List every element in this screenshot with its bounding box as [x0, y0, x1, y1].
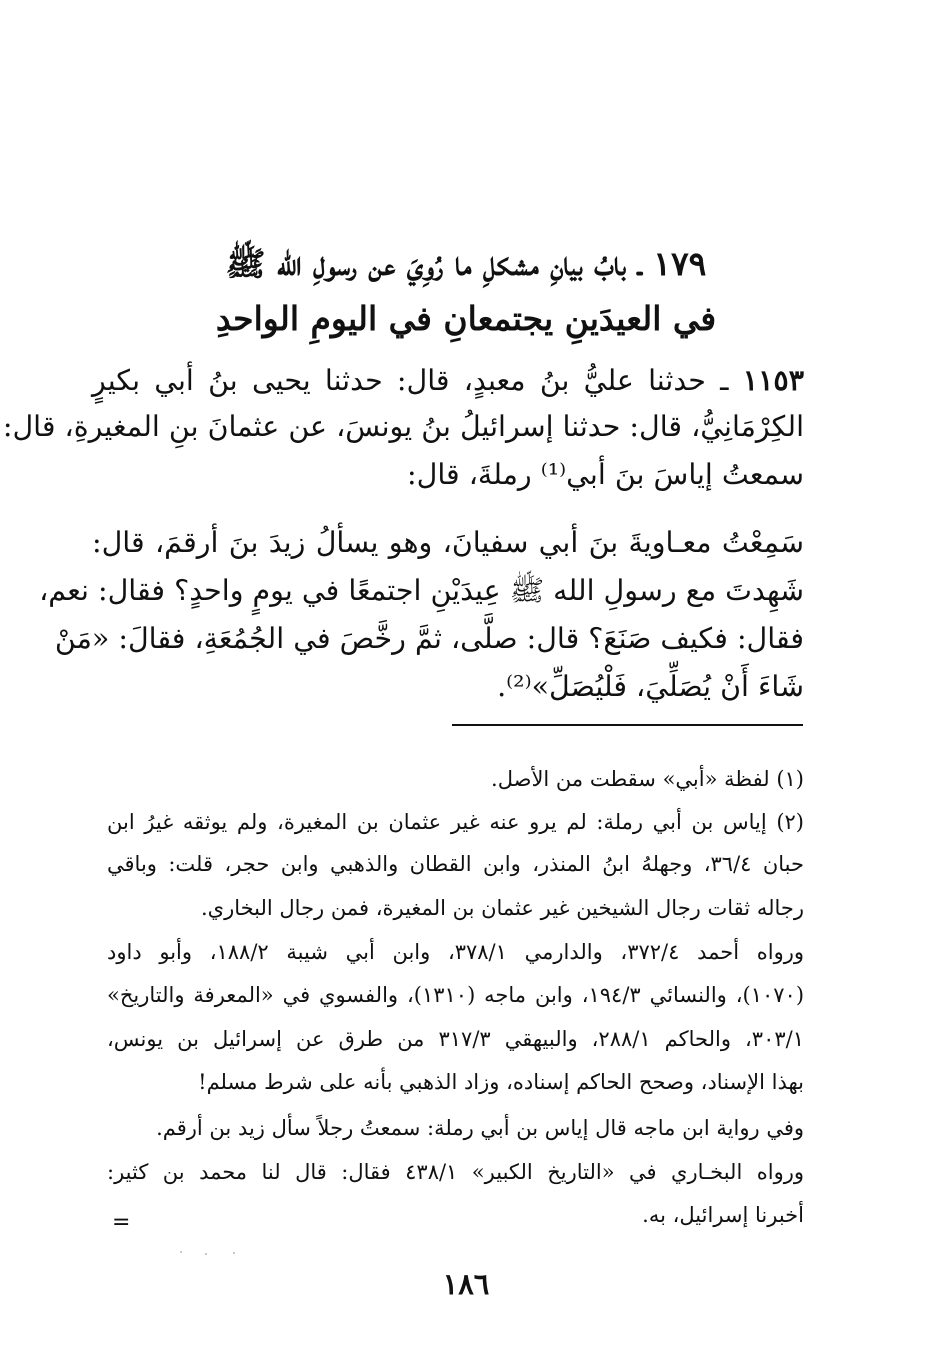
footnote-2-line-5: (١٠٧٠)، والنسائي ١٩٤/٣، وابن ماجه (١٣١٠)، والفسوي في «المعرفة والتاريخ»	[107, 983, 805, 1007]
hadith-line-7: شَاءَ أَنْ يُصَلِّيَ، فَلْيُصَلِّ»⁽²⁾.	[497, 670, 804, 703]
footnote-2-line-10: أخبرنا إسرائيل، به.	[642, 1203, 804, 1227]
hadith-line-3: سمعتُ إياسَ بنَ أبي⁽¹⁾ رملةَ، قال:	[407, 458, 804, 491]
page-number: ١٨٦	[442, 1267, 490, 1301]
hadith-line-2: الكِرْمَانِيُّ، قال: حدثنا إسرائيلُ بنُ يونسَ، عن عثمانَ بنِ المغيرةِ، قال:	[2, 410, 804, 443]
footnote-2-line-7: بهذا الإسناد، وصحح الحاكم إسناده، وزاد الذهبي بأنه على شرط مسلم!	[198, 1070, 804, 1094]
scan-speck	[180, 1251, 182, 1253]
chapter-title-line-1: ١٧٩ ـ بابُ بيانِ مشكلِ ما رُوِيَ عن رسولِ الله ﷺ	[225, 244, 707, 283]
footnote-2-line-1: (٢) إياس بن أبي رملة: لم يرو عنه غير عثمان بن المغيرة، ولم يوثقه غيرُ ابن	[107, 810, 804, 834]
footnote-2-line-2: حبان ٣٦/٤، وجهلهُ ابنُ المنذر، وابن القطان والذهبي وابن حجر، قلت: وباقي	[107, 852, 804, 876]
footnote-2-line-4: ورواه أحمد ٣٧٢/٤، والدارمي ٣٧٨/١، وابن أبي شيبة ١٨٨/٢، وأبو داود	[107, 940, 804, 964]
footnote-1: (١) لفظة «أبي» سقطت من الأصل.	[491, 767, 804, 791]
footnote-2-line-6: ٣٠٣/١، والحاكم ٢٨٨/١، والبيهقي ٣١٧/٣ من طرق عن إسرائيل بن يونس،	[107, 1027, 804, 1051]
hadith-line-6: فقال: فكيف صَنَعَ؟ قال: صلَّى، ثمَّ رخَّصَ في الجُمُعَةِ، فقالَ: «مَنْ	[54, 622, 804, 655]
footnote-2-line-3: رجاله ثقات رجال الشيخين غير عثمان بن المغيرة، فمن رجال البخاري.	[200, 896, 804, 920]
footnote-2-line-8: وفي رواية ابن ماجه قال إياس بن أبي رملة: سمعتُ رجلاً سأل زيد بن أرقم.	[156, 1116, 804, 1140]
hadith-line-4: سَمِعْتُ معـاويةَ بنَ أبي سفيانَ، وهو يسألُ زيدَ بنَ أرقمَ، قال:	[92, 526, 804, 559]
hadith-number: ١١٥٣	[742, 363, 804, 397]
footnote-2-line-9: ورواه البخـاري في «التاريخ الكبير» ٤٣٨/١ فقال: قال لنا محمد بن كثير:	[107, 1160, 805, 1184]
continuation-mark: =	[112, 1210, 131, 1235]
scan-speck	[205, 1253, 207, 1255]
hadith-line-5: شَهِدتَ مع رسولِ الله ﷺ عِيدَيْنِ اجتمعًا في يومٍ واحدٍ؟ فقال: نعم،	[39, 574, 804, 607]
scan-speck	[233, 1252, 235, 1254]
footnote-separator	[452, 724, 803, 726]
hadith-line-1	[92, 360, 804, 401]
chapter-title-line-2: في العيدَينِ يجتمعانِ في اليومِ الواحدِ	[215, 299, 717, 338]
hadith-line-1-text: ـ حدثنا عليُّ بنُ معبدٍ، قال: حدثنا يحيى بنُ أبي بكيرٍ	[92, 364, 729, 397]
